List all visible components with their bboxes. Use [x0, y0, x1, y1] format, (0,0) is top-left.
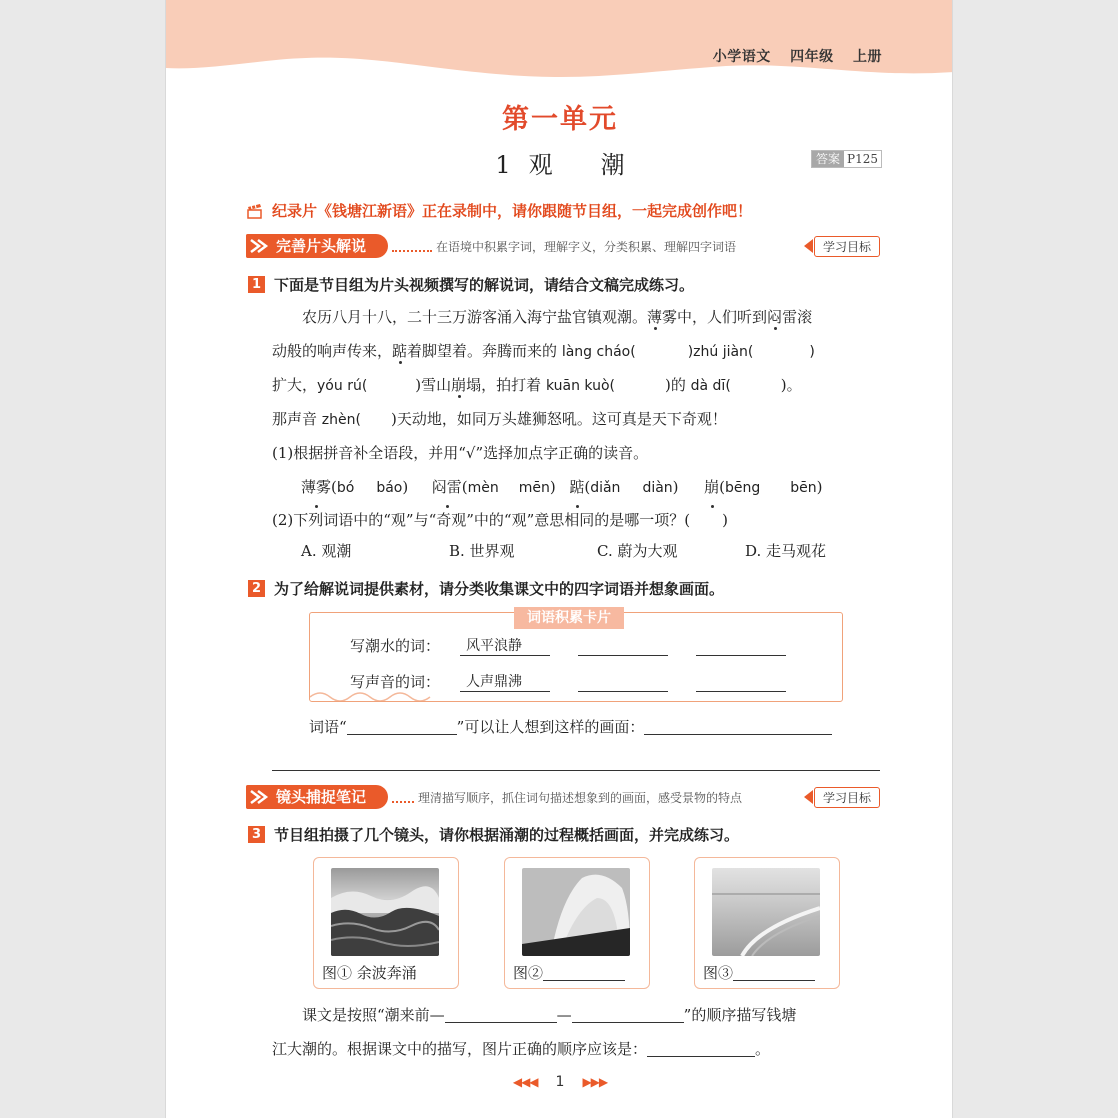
- intro-line: [246, 200, 752, 221]
- dotted-char: 薄: [647, 308, 663, 326]
- imagine-line: [309, 710, 919, 744]
- passage-text: 动般的响声传来，: [272, 342, 393, 360]
- wave-photo-1: [331, 868, 439, 956]
- answer-label: 答案: [812, 151, 844, 167]
- lesson-title-char-2: 潮: [600, 151, 625, 179]
- option-b[interactable]: B. 世界观: [449, 542, 515, 560]
- dotted-divider: [392, 791, 414, 803]
- word-card: [309, 612, 843, 702]
- question-number-3: 3: [248, 826, 265, 843]
- description-line[interactable]: [272, 770, 880, 771]
- passage-text: )雪山: [415, 376, 452, 394]
- figure-caption-text: 余波奔涌: [356, 964, 417, 982]
- question-2: [248, 578, 724, 599]
- passage-line-4: [272, 402, 882, 436]
- reading-char: 崩: [704, 470, 719, 504]
- passage-line-3: [272, 368, 882, 402]
- dotted-char: 踮: [392, 342, 408, 360]
- badge-pointer-icon: [804, 239, 813, 253]
- reading-option[interactable]: bēn: [790, 480, 817, 496]
- order-text: —: [556, 1006, 572, 1024]
- imagine-text: [309, 710, 919, 744]
- order-text: 江大潮的。根据课文中的描写，图片正确的顺序应该是：: [272, 1040, 648, 1058]
- order-blank[interactable]: [572, 1005, 684, 1023]
- double-arrow-icon: [249, 236, 271, 256]
- reading-char: 闷雷: [432, 470, 462, 504]
- order-text: 课文是按照“潮来前—: [302, 1006, 445, 1024]
- imagine-text-b: ”可以让人想到这样的画面：: [456, 718, 645, 736]
- section-goal-2: 理清描写顺序，抓住词句描述想象到的画面，感受景物的特点: [418, 790, 743, 805]
- passage-text: 塌，拍打着: [466, 376, 542, 394]
- lesson-title-char-1: 观: [528, 151, 553, 179]
- pinyin-prompt: zhèn(: [321, 412, 361, 428]
- section-header-1: [246, 233, 880, 259]
- word-input-blank[interactable]: [578, 655, 668, 656]
- goal-badge-1-label: 学习目标: [814, 236, 880, 257]
- question-3: [248, 824, 739, 845]
- passage: [272, 300, 882, 436]
- question-1-text: 下面是节目组为片头视频撰写的解说词，请结合文稿完成练习。: [274, 276, 695, 294]
- section-tag-1-label: 完善片头解说: [276, 237, 367, 255]
- wave-photo-2: [522, 868, 630, 956]
- reading-char: 踮: [569, 470, 584, 504]
- figure-label: 图①: [322, 964, 353, 982]
- answer-reference: [811, 150, 882, 168]
- sequence-blank[interactable]: [647, 1039, 755, 1057]
- figure-label: 图②: [513, 964, 544, 982]
- question-3-text: 节目组拍摄了几个镜头，请你根据涌潮的过程概括画面，并完成练习。: [274, 826, 740, 844]
- double-arrow-icon: [249, 787, 271, 807]
- example-word: 人声鼎沸: [460, 671, 550, 692]
- reading-option[interactable]: bēng: [724, 480, 761, 496]
- figure-2: [504, 857, 650, 989]
- passage-text: 着脚望着。奔腾而来的: [407, 342, 558, 360]
- figure-2-caption: [513, 962, 625, 983]
- figure-caption-blank[interactable]: [543, 963, 625, 981]
- section-tag-2: [246, 785, 388, 809]
- reading-option[interactable]: bó: [336, 480, 355, 496]
- passage-text: )的: [664, 376, 686, 394]
- reading-char: 薄雾: [301, 470, 331, 504]
- order-text: 。: [755, 1040, 771, 1058]
- page-number: 1: [555, 1074, 565, 1090]
- question-1-sub-2: [272, 503, 882, 537]
- workbook-page: [165, 0, 953, 1118]
- intro-text: 纪录片《钱塘江新语》正在录制中，请你跟随节目组，一起完成创作吧！: [272, 202, 753, 220]
- order-text: ”的顺序描写钱塘: [683, 1006, 797, 1024]
- figure-label: 图③: [703, 964, 734, 982]
- passage-text: 雾中，人们听到: [662, 308, 768, 326]
- order-paragraph: [272, 998, 882, 1066]
- dotted-divider: [392, 240, 432, 252]
- figure-1: [313, 857, 459, 989]
- header-volume: 上册: [853, 49, 882, 65]
- goal-badge-1: [804, 236, 880, 257]
- prev-arrows-icon: ◀◀◀: [512, 1075, 538, 1089]
- question-number-1: 1: [248, 276, 265, 293]
- word-card-row-label: 写声音的词：: [350, 673, 441, 691]
- goal-badge-2: [804, 787, 880, 808]
- order-blank[interactable]: [445, 1005, 557, 1023]
- pinyin-prompt: làng cháo(: [561, 344, 636, 360]
- image-description-blank[interactable]: [644, 717, 832, 735]
- unit-title: 第一单元: [502, 104, 618, 135]
- word-blank[interactable]: [347, 717, 457, 735]
- reading-choices-line: 薄雾(bó báo) 闷雷(mèn mēn) 踮(diǎn diàn) 崩(bēng bēn): [301, 470, 911, 504]
- next-arrows-icon: ▶▶▶: [582, 1075, 608, 1089]
- section-tag-1: [246, 234, 388, 258]
- reading-option[interactable]: diǎn: [590, 480, 621, 496]
- option-d[interactable]: D. 走马观花: [745, 542, 827, 560]
- passage-text: 农历八月十八，二十三万游客涌入海宁盐官镇观潮。: [302, 308, 648, 326]
- word-input-blank[interactable]: [696, 655, 786, 656]
- figure-3: [694, 857, 840, 989]
- reading-option[interactable]: mēn: [518, 480, 550, 496]
- header-subject: 小学语文: [712, 49, 771, 65]
- goal-badge-2-label: 学习目标: [814, 787, 880, 808]
- order-line-2: [272, 1032, 882, 1066]
- question-1: [248, 274, 694, 295]
- reading-choices: [301, 470, 911, 504]
- section-header-2: [246, 784, 880, 810]
- reading-option[interactable]: mèn: [467, 480, 499, 496]
- word-input-blank[interactable]: [578, 691, 668, 692]
- figure-3-caption: [703, 962, 815, 983]
- answer-page: P125: [847, 152, 878, 166]
- passage-text: 扩大，: [272, 376, 318, 394]
- header-grade: 四年级: [790, 49, 834, 65]
- passage-line-1: [272, 300, 882, 334]
- pinyin-prompt: ): [809, 344, 815, 360]
- dotted-char: 崩: [451, 376, 467, 394]
- section-goal-1: 在语境中积累字词，理解字义，分类积累、理解四字词语: [436, 239, 737, 254]
- passage-text: 雷滚: [782, 308, 813, 326]
- page-footer: [166, 1074, 953, 1090]
- passage-text: )天动地，如同万头雄狮怒吼。这可真是天下奇观！: [390, 410, 727, 428]
- sub-question-2: [272, 503, 882, 537]
- sub-question-1: (1)根据拼音补全语段，并用“√”选择加点字正确的读音。: [272, 444, 649, 462]
- wave-photo-3: [712, 868, 820, 956]
- badge-pointer-icon: [804, 790, 813, 804]
- figure-caption-blank[interactable]: [733, 963, 815, 981]
- passage-text: 那声音: [272, 410, 318, 428]
- section-tag-2-label: 镜头捕捉笔记: [276, 788, 367, 806]
- option-c[interactable]: C. 蔚为大观: [597, 542, 678, 560]
- header-info: [699, 46, 882, 66]
- question-number-2: 2: [248, 580, 265, 597]
- word-input-blank[interactable]: [696, 691, 786, 692]
- sub-question-2-end: ): [722, 511, 728, 529]
- passage-line-2: [272, 334, 882, 368]
- example-word: 风平浪静: [460, 635, 550, 656]
- option-a[interactable]: A. 观潮: [301, 542, 352, 560]
- lesson-number: 1: [495, 151, 511, 179]
- reading-option[interactable]: báo: [376, 480, 403, 496]
- pinyin-prompt: dà dī(: [690, 378, 731, 394]
- wave-decoration: [310, 685, 440, 701]
- imagine-text-a: 词语“: [309, 718, 347, 736]
- question-1-sub-1: [272, 436, 882, 470]
- reading-option[interactable]: diàn: [642, 480, 673, 496]
- question-2-text: 为了给解说词提供素材，请分类收集课文中的四字词语并想象画面。: [274, 580, 725, 598]
- order-line-1: [272, 998, 882, 1032]
- pinyin-prompt: )zhú jiàn(: [687, 344, 754, 360]
- word-card-row-label: 写潮水的词：: [350, 637, 441, 655]
- word-card-row-water: [350, 635, 814, 656]
- answer-options: [301, 540, 893, 561]
- pinyin-prompt: kuān kuò(: [545, 378, 615, 394]
- pinyin-prompt: yóu rú(: [317, 378, 368, 394]
- dotted-char: 闷: [767, 308, 783, 326]
- camera-clapper-icon: [246, 203, 264, 219]
- figure-1-caption: [322, 962, 417, 983]
- sub-question-2-text: (2)下列词语中的“观”与“奇观”中的“观”意思相同的是哪一项？(: [272, 511, 691, 529]
- word-card-title: 词语积累卡片: [514, 607, 624, 629]
- passage-text: )。: [780, 376, 802, 394]
